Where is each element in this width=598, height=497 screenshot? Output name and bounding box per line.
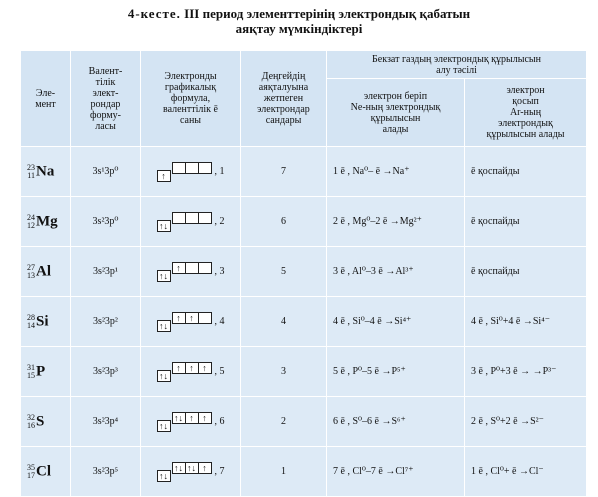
element-cell: [21, 297, 71, 347]
orbital-box-p: [198, 312, 212, 324]
valence-config: 3s²3p²: [71, 297, 141, 347]
orbital-box-p: [185, 212, 199, 224]
header-element: Эле- мент: [21, 51, 71, 147]
header-electrons-needed: Деңгейдің аяқталуына жетпеген электрондар сандары: [241, 51, 327, 147]
valence-config: 3s²3p⁵: [71, 447, 141, 497]
orbital-diagram: [141, 297, 241, 347]
gain-electrons-equation: ē қоспайды: [465, 197, 587, 247]
orbital-box-p: [198, 212, 212, 224]
table-caption: [0, 0, 598, 34]
table-row: [21, 397, 587, 447]
caption-line2: аяқтау мүмкіндіктері: [235, 21, 363, 36]
orbital-diagram: [141, 247, 241, 297]
orbital-box-p: ↑↓: [172, 462, 186, 474]
gain-electrons-equation: 4 ē , Si⁰+4 ē →Si⁴⁻: [465, 297, 587, 347]
orbital-box-p: ↑: [198, 362, 212, 374]
isotope-numbers: 28 14: [27, 312, 35, 330]
give-electrons-equation: 3 ē , Al⁰–3 ē →Al³⁺: [327, 247, 465, 297]
orbital-box-p: [198, 162, 212, 174]
give-electrons-equation: 6 ē , S⁰–6 ē →S⁶⁺: [327, 397, 465, 447]
valence-config: 3s²3p¹: [71, 247, 141, 297]
orbital-box-s: ↑↓: [157, 320, 171, 332]
give-electrons-equation: 4 ē , Si⁰–4 ē →Si⁴⁺: [327, 297, 465, 347]
gain-electrons-equation: ē қоспайды: [465, 147, 587, 197]
orbital-box-p: ↑: [172, 312, 186, 324]
orbital-diagram: [141, 397, 241, 447]
valence-count: , 2: [214, 216, 225, 227]
element-symbol: Cl: [36, 463, 51, 479]
give-electrons-equation: 5 ē , P⁰–5 ē →P⁵⁺: [327, 347, 465, 397]
orbital-box-s: ↑↓: [157, 370, 171, 382]
orbital-box-p: ↑: [185, 412, 199, 424]
orbital-box-p: [172, 162, 186, 174]
header-gain-ar: электрон қосып Ar-ның электрондық құрылысын алады: [465, 79, 587, 147]
table-row: [21, 347, 587, 397]
orbital-box-p: [185, 262, 199, 274]
valence-config: 3s¹3p⁰: [71, 147, 141, 197]
valence-config: 3s²3p³: [71, 347, 141, 397]
element-cell: [21, 347, 71, 397]
gain-electrons-equation: 1 ē , Cl⁰+ ē →Cl⁻: [465, 447, 587, 497]
element-symbol: Si: [36, 313, 49, 329]
caption-number: 4-кесте.: [127, 6, 181, 21]
orbital-box-s: ↑↓: [157, 470, 171, 482]
orbital-box-p: ↑: [185, 312, 199, 324]
electrons-needed: 2: [241, 397, 327, 447]
orbital-diagram: [141, 197, 241, 247]
electrons-needed: 1: [241, 447, 327, 497]
element-cell: [21, 397, 71, 447]
element-symbol: Al: [36, 263, 51, 279]
orbital-diagram: [141, 147, 241, 197]
header-graphic-formula: Электронды графикалық формула, валенттілік ē саны: [141, 51, 241, 147]
orbital-box-s: ↑↓: [157, 420, 171, 432]
valence-config: 3s²3p⁴: [71, 397, 141, 447]
orbital-box-s: ↑↓: [157, 220, 171, 232]
orbital-box-p: [185, 162, 199, 174]
valence-count: , 3: [214, 266, 225, 277]
electrons-needed: 4: [241, 297, 327, 347]
gain-electrons-equation: 2 ē , S⁰+2 ē →S²⁻: [465, 397, 587, 447]
give-electrons-equation: 2 ē , Mg⁰–2 ē →Mg²⁺: [327, 197, 465, 247]
electrons-needed: 7: [241, 147, 327, 197]
orbital-box-p: [198, 262, 212, 274]
element-symbol: P: [36, 363, 46, 379]
electrons-needed: 3: [241, 347, 327, 397]
header-give-ne: электрон беріп Ne-ның электрондық құрылысын алады: [327, 79, 465, 147]
orbital-box-p: ↑: [172, 362, 186, 374]
gain-electrons-equation: ē қоспайды: [465, 247, 587, 297]
element-cell: [21, 447, 71, 497]
element-symbol: Na: [36, 163, 55, 179]
orbital-box-s: ↑: [157, 170, 171, 182]
element-symbol: Mg: [36, 213, 58, 229]
give-electrons-equation: 7 ē , Cl⁰–7 ē →Cl⁷⁺: [327, 447, 465, 497]
header-valence-formula: Валент- тілік элект- рондар форму- ласы: [71, 51, 141, 147]
valence-count: , 5: [214, 366, 225, 377]
electrons-needed: 5: [241, 247, 327, 297]
header-stable-group: Бекзат газдың электрондық құрылысын алу тәсілі: [327, 51, 587, 79]
table-row: [21, 197, 587, 247]
table-row: [21, 447, 587, 497]
table-row: [21, 247, 587, 297]
orbital-box-p: ↑: [172, 262, 186, 274]
caption-line1: III период элементтерінің электрондық қабатын: [184, 6, 471, 21]
isotope-numbers: 35 17: [27, 462, 35, 480]
isotope-numbers: 32 16: [27, 412, 35, 430]
orbital-box-p: ↑: [198, 412, 212, 424]
orbital-box-p: ↑: [185, 362, 199, 374]
valence-config: 3s²3p⁰: [71, 197, 141, 247]
table-row: [21, 147, 587, 197]
element-cell: [21, 147, 71, 197]
isotope-numbers: 31 15: [27, 362, 35, 380]
isotope-numbers: 24 12: [27, 212, 35, 230]
element-cell: [21, 197, 71, 247]
valence-count: , 4: [214, 316, 225, 327]
orbital-box-p: ↑: [198, 462, 212, 474]
electrons-needed: 6: [241, 197, 327, 247]
orbital-box-p: ↑↓: [172, 412, 186, 424]
valence-count: , 6: [214, 416, 225, 427]
isotope-numbers: 27 13: [27, 262, 35, 280]
orbital-diagram: [141, 347, 241, 397]
isotope-numbers: 23 11: [27, 162, 35, 180]
orbital-box-s: ↑↓: [157, 270, 171, 282]
element-symbol: S: [36, 413, 45, 429]
element-cell: [21, 247, 71, 297]
valence-count: , 1: [214, 166, 225, 177]
orbital-diagram: [141, 447, 241, 497]
period3-table: [20, 50, 587, 497]
table-row: [21, 297, 587, 347]
valence-count: , 7: [214, 466, 225, 477]
gain-electrons-equation: 3 ē , P⁰+3 ē → →P³⁻: [465, 347, 587, 397]
give-electrons-equation: 1 ē , Na⁰– ē →Na⁺: [327, 147, 465, 197]
orbital-box-p: [172, 212, 186, 224]
orbital-box-p: ↑↓: [185, 462, 199, 474]
